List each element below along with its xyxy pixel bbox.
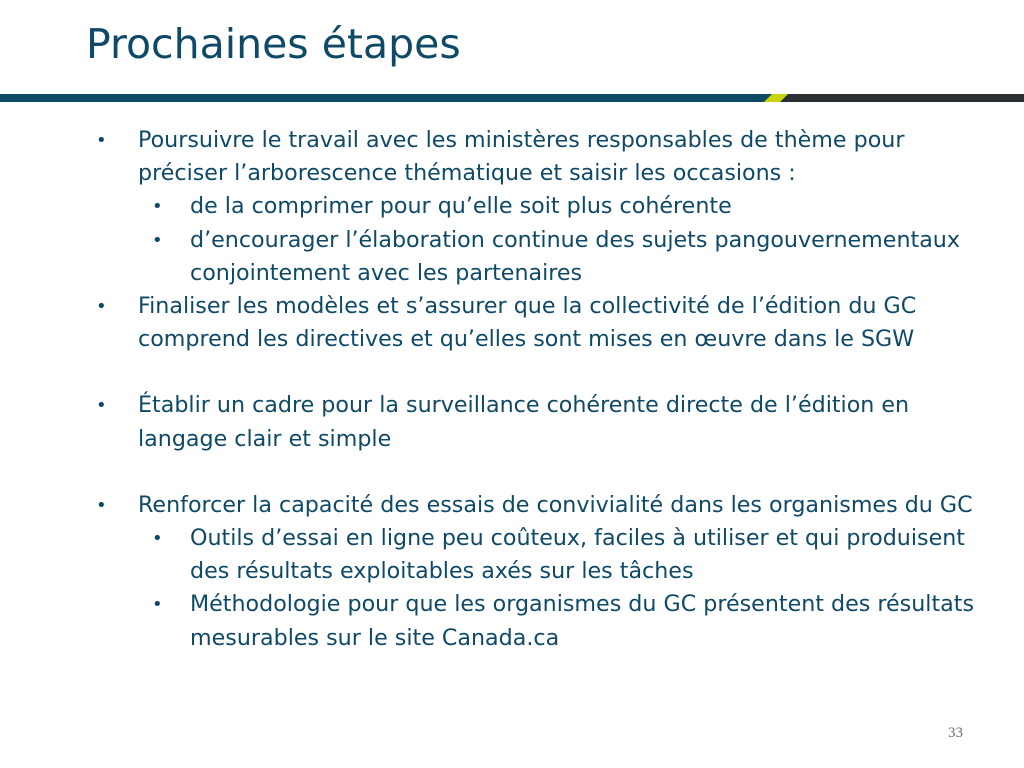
sub-bullet-item [150, 588, 976, 654]
bullet-icon: • [96, 130, 107, 151]
bullet-icon: • [152, 594, 163, 616]
bullet-item [96, 389, 976, 455]
sub-bullet-list [138, 522, 976, 655]
bullet-icon: • [96, 296, 107, 318]
sub-bullet-item [150, 224, 976, 290]
bullet-text: Établir un cadre pour la surveillance cohérente directe de l’édition en langage clair et simple [138, 392, 910, 452]
bullet-icon: • [152, 196, 163, 218]
slide-body [96, 124, 976, 655]
bullet-icon: • [96, 395, 107, 417]
bullet-text: Finaliser les modèles et s’assurer que la collectivité de l’édition du GC comprend les directives et qu’elles sont mises en œuvre dans le SGW [138, 293, 917, 353]
sub-bullet-list [138, 190, 976, 290]
title-divider-dark [0, 94, 772, 102]
title-divider [0, 94, 1024, 102]
title-divider-tail [780, 94, 1024, 102]
sub-bullet-text: d’encourager l’élaboration continue des sujets pangouvernementaux conjointement avec les partenaires [190, 226, 960, 286]
slide-title: Prochaines étapes [86, 20, 461, 68]
bullet-list [96, 124, 976, 655]
sub-bullet-text: Outils d’essai en ligne peu coûteux, faciles à utiliser et qui produisent des résultats exploitables axés sur les tâches [190, 525, 965, 585]
bullet-text: Poursuivre le travail avec les ministères responsables de thème pour préciser l’arborescence thématique et saisir les occasions : [138, 127, 905, 187]
bullet-icon: • [152, 528, 163, 550]
sub-bullet-item [150, 190, 976, 223]
bullet-item [96, 489, 976, 655]
bullet-icon: • [152, 229, 163, 251]
sub-bullet-text: Méthodologie pour que les organismes du GC présentent des résultats mesurables sur le site Canada.ca [190, 591, 975, 651]
bullet-item [96, 290, 976, 356]
page-number: 33 [948, 725, 963, 741]
sub-bullet-text: de la comprimer pour qu’elle soit plus cohérente [190, 193, 732, 220]
bullet-icon: • [96, 494, 107, 516]
bullet-item [96, 124, 976, 290]
sub-bullet-item [150, 522, 976, 588]
bullet-text: Renforcer la capacité des essais de convivialité dans les organismes du GC [138, 491, 973, 518]
